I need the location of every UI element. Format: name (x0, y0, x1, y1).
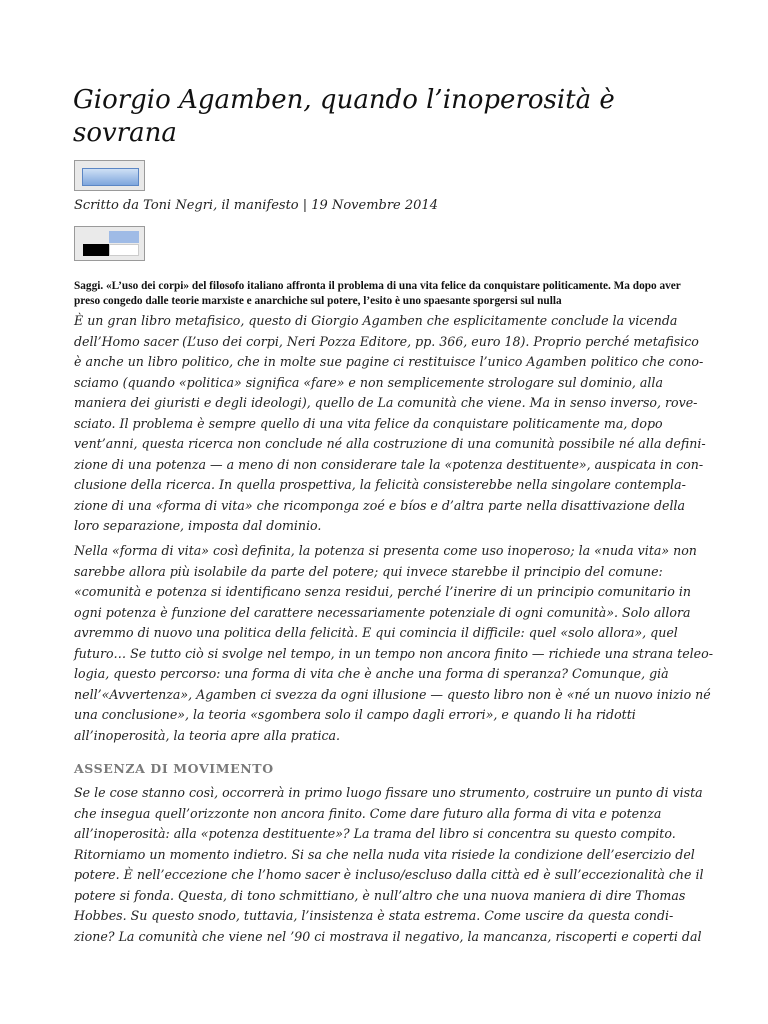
text-line: una conclusione», la teoria «sgombera solo il campo dagli errori», e quando li ha ridotti (74, 707, 636, 722)
text-line: Nella «forma di vita» così definita, la potenza si presenta come uso inoperoso; la «nuda vita» non (74, 543, 697, 558)
broken-image-placeholder-1 (74, 160, 145, 191)
text-line: «comunità e potenza si identificano senza residui, perché l’inerire di un principio comunitario in (74, 584, 691, 599)
text-line: vent’anni, questa ricerca non conclude né alla costruzione di una comunità possibile né alla defini- (74, 436, 706, 451)
article-title: Giorgio Agamben, quando l’inoperosità è sovrana (73, 85, 615, 148)
image-thumbnail-icon (82, 168, 139, 186)
article-byline: Scritto da Toni Negri, il manifesto | 19 Novembre 2014 (74, 198, 438, 213)
text-line: potere si fonda. Questa, di tono schmittiano, è null’altro che una nuova maniera di dire Thomas (74, 887, 686, 903)
text-line: È un gran libro metafisico, questo di Giorgio Agamben che esplicitamente conclude la vicenda (74, 313, 678, 328)
text-line: sarebbe allora più isolabile da parte del potere; qui invece starebbe il principio del comune: (74, 563, 663, 579)
section-heading: ASSENZA DI MOVIMENTO (74, 761, 274, 776)
image-block-black (83, 244, 109, 256)
image-block-blue (109, 231, 139, 243)
broken-image-placeholder-2 (74, 226, 145, 261)
text-line: all’inoperosità: alla «potenza destituente»? La trama del libro si concentra su questo compito. (74, 826, 676, 841)
text-line: sciato. Il problema è sempre quello di una vita felice da conquistare politicamente ma, dopo (74, 415, 663, 431)
text-line: all’inoperosità, la teoria apre alla pratica. (74, 727, 341, 743)
text-line: zione di una «forma di vita» che ricomponga zoé e bíos e d’altra parte nella disattivazione della (74, 497, 686, 513)
article-lead: Saggi. «L’uso dei corpi» del filosofo italiano affronta il problema di una vita felice da conquistare politicamente. Ma dopo aver preso congedo dalle teorie marxiste e anarchiche sul potere, l’esito è uno spaesante sporgersi sul nulla (74, 280, 681, 307)
text-line: ogni potenza è funzione del carattere necessariamente potenziale di ogni comunità». Solo allora (74, 604, 691, 620)
text-line: dell’Homo sacer (L’uso dei corpi, Neri Pozza Editore, pp. 366, euro 18). Proprio perché metafisico (74, 333, 699, 349)
text-line: sciamo (quando «politica» significa «fare» e non semplicemente strologare sul dominio, alla (74, 374, 663, 390)
text-line: zione? La comunità che viene nel ’90 ci mostrava il negativo, la mancanza, riscoperti e coperti dal (74, 928, 702, 944)
text-line: zione di una potenza — a meno di non considerare tale la «potenza destituente», auspicata in con- (74, 456, 704, 472)
text-line: maniera dei giuristi e degli ideologi), quello de La comunità che viene. Ma in senso inverso, rove- (74, 395, 698, 410)
text-line: potere. È nell’eccezione che l’homo sacer è incluso/escluso dalla città ed è sull’eccezionalità che il (74, 867, 704, 882)
image-block-white (109, 244, 139, 256)
text-line: loro separazione, imposta dal dominio. (74, 518, 322, 533)
text-line: Se le cose stanno così, occorrerà in primo luogo fissare uno strumento, costruire un punto di vista (74, 785, 703, 800)
paragraph-3 (74, 783, 704, 947)
text-line: Ritorniamo un momento indietro. Si sa che nella nuda vita risiede la condizione dell’esercizio del (74, 846, 695, 862)
text-line: nell’«Avvertenza», Agamben ci svezza da ogni illusione — questo libro non è «né un nuovo inizio né (74, 686, 711, 702)
text-line: clusione della ricerca. In quella prospettiva, la felicità consisterebbe nella singolare contempla- (74, 477, 686, 492)
text-line: Hobbes. Su questo snodo, tuttavia, l’insistenza è stata estrema. Come uscire da questa condi- (74, 908, 674, 923)
text-line: è anche un libro politico, che in molte sue pagine ci restituisce l’unico Agamben politico che cono- (74, 354, 704, 369)
text-line: avremmo di nuovo una politica della felicità. E qui comincia il difficile: quel «solo allora», quel (74, 625, 678, 640)
text-line: che insegua quell’orizzonte non ancora finito. Come dare futuro alla forma di vita e potenza (74, 805, 662, 821)
paragraph-2 (74, 541, 713, 746)
text-line: futuro… Se tutto ciò si svolge nel tempo, in un tempo non ancora finito — richiede una strana teleo- (74, 645, 713, 661)
paragraph-1 (74, 311, 706, 537)
text-line: logia, questo percorso: una forma di vita che è anche una forma di speranza? Comunque, già (74, 666, 669, 681)
